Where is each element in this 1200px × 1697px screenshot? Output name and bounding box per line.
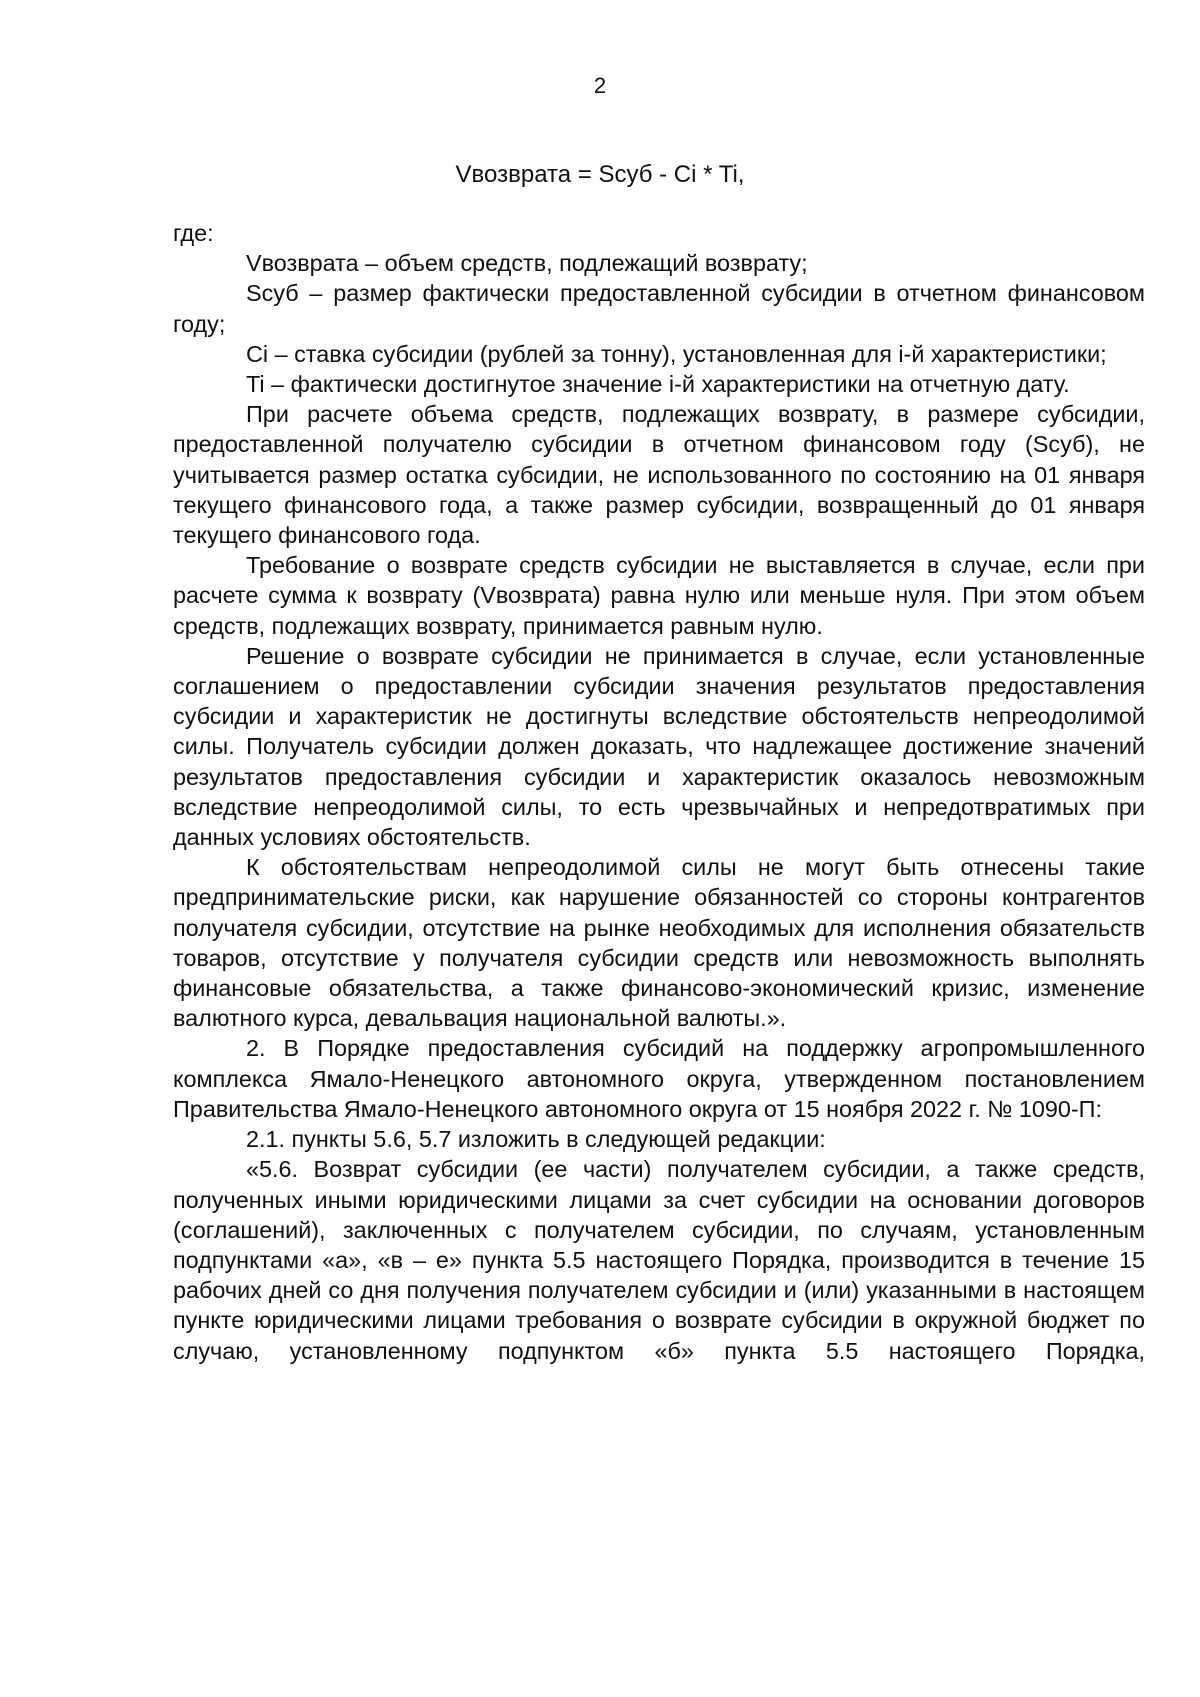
- document-body: [173, 218, 1145, 1366]
- definition-v-return: Vвозврата – объем средств, подлежащий возврату;: [246, 250, 808, 277]
- paragraph-section-2: 2. В Порядке предоставления субсидий на поддержку агропромышленного комплекса Ямало-Ненецкого автономного округа, утвержденном постановлением Правительства Ямало-Ненецкого автономного округа от 15 ноября 2022 г. № 1090-П:: [173, 1035, 1145, 1122]
- paragraph-force-majeure: Решение о возврате субсидии не принимается в случае, если установленные соглашением о предоставлении субсидии значения результатов предоставления субсидии и характеристик не достигнуты вследствие обстоятельств непреодолимой силы. Получатель субсидии должен доказать, что надлежащее достижение значений результатов предоставления субсидии и характеристик оказалось невозможным вследствие непреодолимой силы, то есть чрезвычайных и непредотвратимых при данных условиях обстоятельств.: [173, 642, 1145, 851]
- paragraph-where: где:: [173, 220, 214, 246]
- page-number: 2: [593, 73, 607, 98]
- definition-t-value: Ti – фактически достигнутое значение i-й характеристики на отчетную дату.: [246, 371, 1070, 398]
- paragraph-calculation: При расчете объема средств, подлежащих возврату, в размере субсидии, предоставленной получателю субсидии в отчетном финансовом году (Sсуб), не учитывается размер остатка субсидии, не использованного по состоянию на 01 января текущего финансового года, а также размер субсидии, возвращенный до 01 января текущего финансового года.: [173, 401, 1145, 549]
- paragraph-section-2-1: 2.1. пункты 5.6, 5.7 изложить в следующей редакции:: [246, 1126, 826, 1153]
- definition-s-subsidy: Sсуб – размер фактически предоставленной субсидии в отчетном финансовом году;: [173, 280, 1145, 337]
- formula: Vвозврата = Sсуб - Ci * Ti,: [455, 161, 745, 188]
- paragraph-business-risks: К обстоятельствам непреодолимой силы не могут быть отнесены такие предпринимательские риски, как нарушение обязанностей со стороны контрагентов получателя субсидии, отсутствие на рынке необходимых для исполнения обязательств товаров, отсутствие у получателя субсидии средств или невозможность выполнять финансовые обязательства, а также финансово-экономический кризис, изменение валютного курса, девальвация национальной валюты.».: [173, 854, 1145, 1032]
- paragraph-requirement: Требование о возврате средств субсидии не выставляется в случае, если при расчете сумма к возврату (Vвозврата) равна нулю или меньше нуля. При этом объем средств, подлежащих возврату, принимается равным нулю.: [173, 552, 1145, 639]
- paragraph-section-5-6: «5.6. Возврат субсидии (ее части) получателем субсидии, а также средств, полученных иными юридическими лицами за счет субсидии на основании договоров (соглашений), заключенных с получателем субсидии, по случаям, установленным подпунктами «а», «в – е» пункта 5.5 настоящего Порядка, производится в течение 15 рабочих дней со дня получения получателем субсидии и (или) указанными в настоящем пункте юридическими лицами требования о возврате субсидии в окружной бюджет по случаю, установленному подпунктом «б» пункта 5.5 настоящего Порядка,: [173, 1156, 1145, 1364]
- definition-c-rate: Ci – ставка субсидии (рублей за тонну), установленная для i-й характеристики;: [246, 340, 1107, 367]
